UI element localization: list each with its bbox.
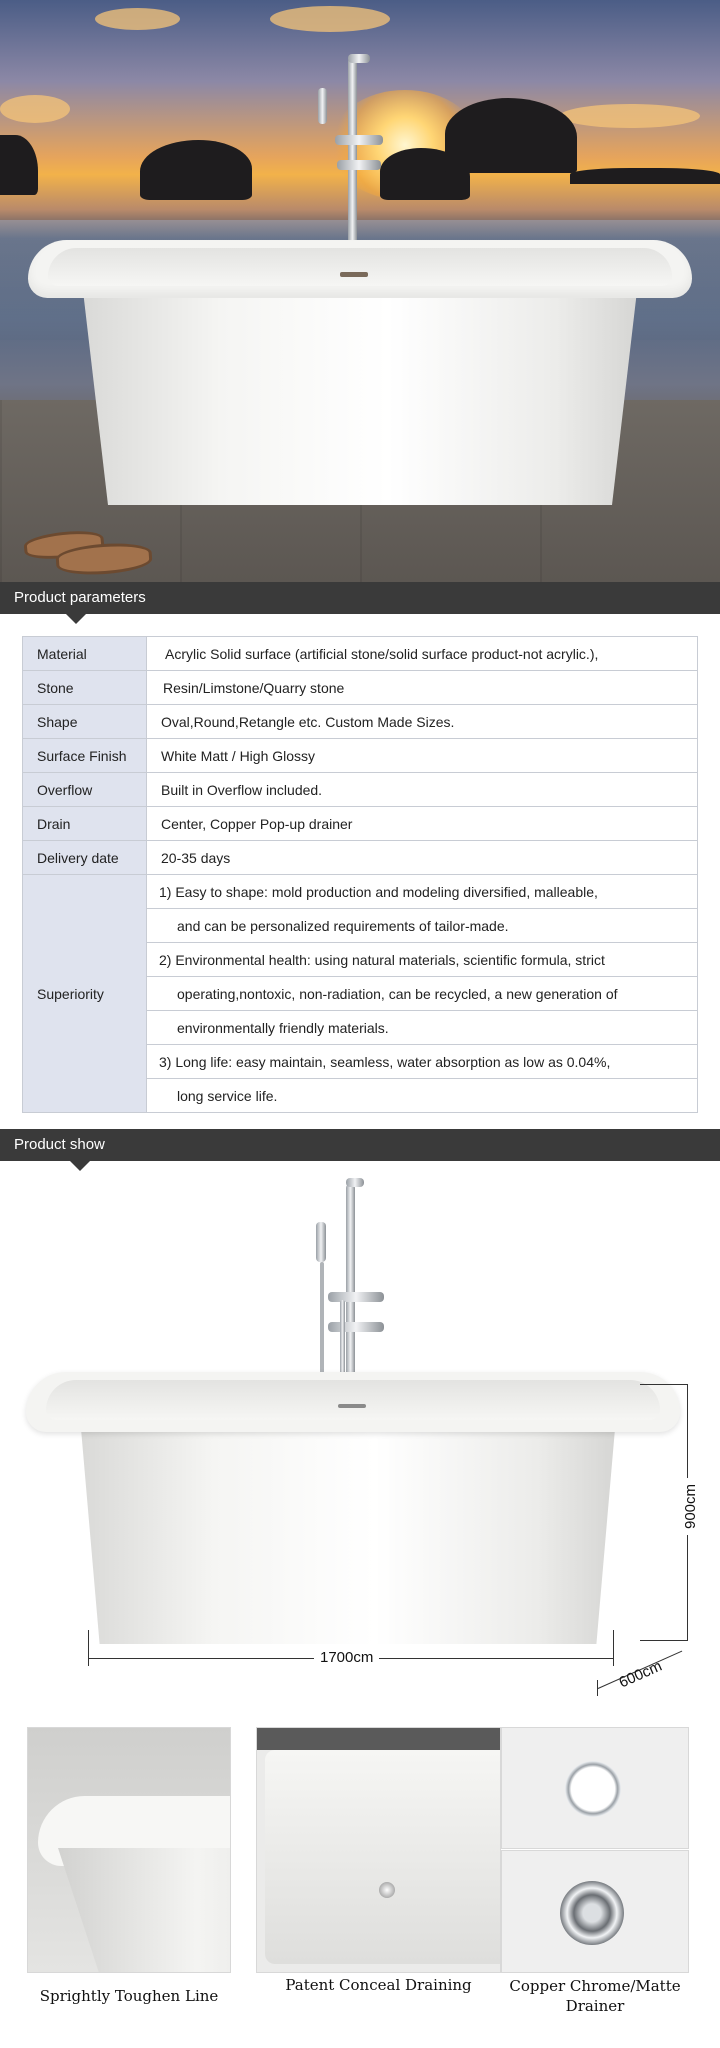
spec-label: Surface Finish [23,739,147,773]
spec-label: Superiority [23,875,147,1113]
hand-shower-icon [318,88,327,124]
superiority-line: 3) Long life: easy maintain, seamless, water absorption as low as 0.04%, [147,1045,698,1079]
superiority-line: environmentally friendly materials. [147,1011,698,1045]
caption-toughen-line: Sprightly Toughen Line [39,1987,219,2005]
spec-label: Material [23,637,147,671]
spec-label: Delivery date [23,841,147,875]
table-row [23,773,698,807]
width-label: 600cm [616,1657,665,1692]
height-label: 900cm [682,1478,699,1535]
hero-banner [0,0,720,582]
caption-conceal-draining: Patent Conceal Draining [285,1976,472,1994]
spec-value: Oval,Round,Retangle etc. Custom Made Sizes. [147,705,698,739]
overflow-icon [340,272,368,277]
rock [0,135,38,195]
table-row [23,671,698,705]
spec-label: Stone [23,671,147,705]
detail-image-toughen-line [27,1727,231,1973]
detail-image-drainer-closed [501,1727,689,1849]
rock [445,98,577,173]
rock [140,140,252,200]
table-row [23,705,698,739]
spec-value: Built in Overflow included. [147,773,698,807]
section-header-show [0,1129,720,1161]
spec-value: Resin/Limstone/Quarry stone [147,671,698,705]
detail-image-drainer-open [501,1850,689,1973]
cloud [560,104,700,128]
length-label: 1700cm [314,1649,379,1666]
caption-drainer: Copper Chrome/Matte Drainer [509,1977,681,2015]
section-header-parameters [0,582,720,614]
rock [570,168,720,184]
spec-value: 20-35 days [147,841,698,875]
spec-value: White Matt / High Glossy [147,739,698,773]
superiority-line: 2) Environmental health: using natural materials, scientific formula, strict [147,943,698,977]
superiority-line: 1) Easy to shape: mold production and modeling diversified, malleable, [147,875,698,909]
hand-shower-icon [316,1222,326,1262]
table-row [23,875,698,909]
table-row [23,739,698,773]
faucet-icon [348,58,357,248]
spec-label: Overflow [23,773,147,807]
drainer-open-icon [560,1881,624,1945]
detail-image-conceal-drain [256,1727,501,1973]
overflow-icon [338,1404,366,1408]
drainer-icon [565,1761,621,1817]
table-row [23,637,698,671]
faucet-icon [346,1184,355,1384]
spec-value: Center, Copper Pop-up drainer [147,807,698,841]
section-title: Product parameters [14,589,146,606]
spec-value: Acrylic Solid surface (artificial stone/solid surface product-not acrylic.), [147,637,698,671]
superiority-line: operating,nontoxic, non-radiation, can be recycled, a new generation of [147,977,698,1011]
superiority-line: long service life. [147,1079,698,1113]
spec-table [22,636,698,1113]
cloud [270,6,390,32]
product-show-area [0,1172,720,1712]
superiority-line: and can be personalized requirements of tailor-made. [147,909,698,943]
table-row [23,807,698,841]
bathtub-icon [80,265,640,505]
cloud [95,8,180,30]
spec-label: Shape [23,705,147,739]
spec-label: Drain [23,807,147,841]
cloud [0,95,70,123]
drain-icon [379,1882,395,1898]
section-title: Product show [14,1136,105,1153]
table-row [23,841,698,875]
